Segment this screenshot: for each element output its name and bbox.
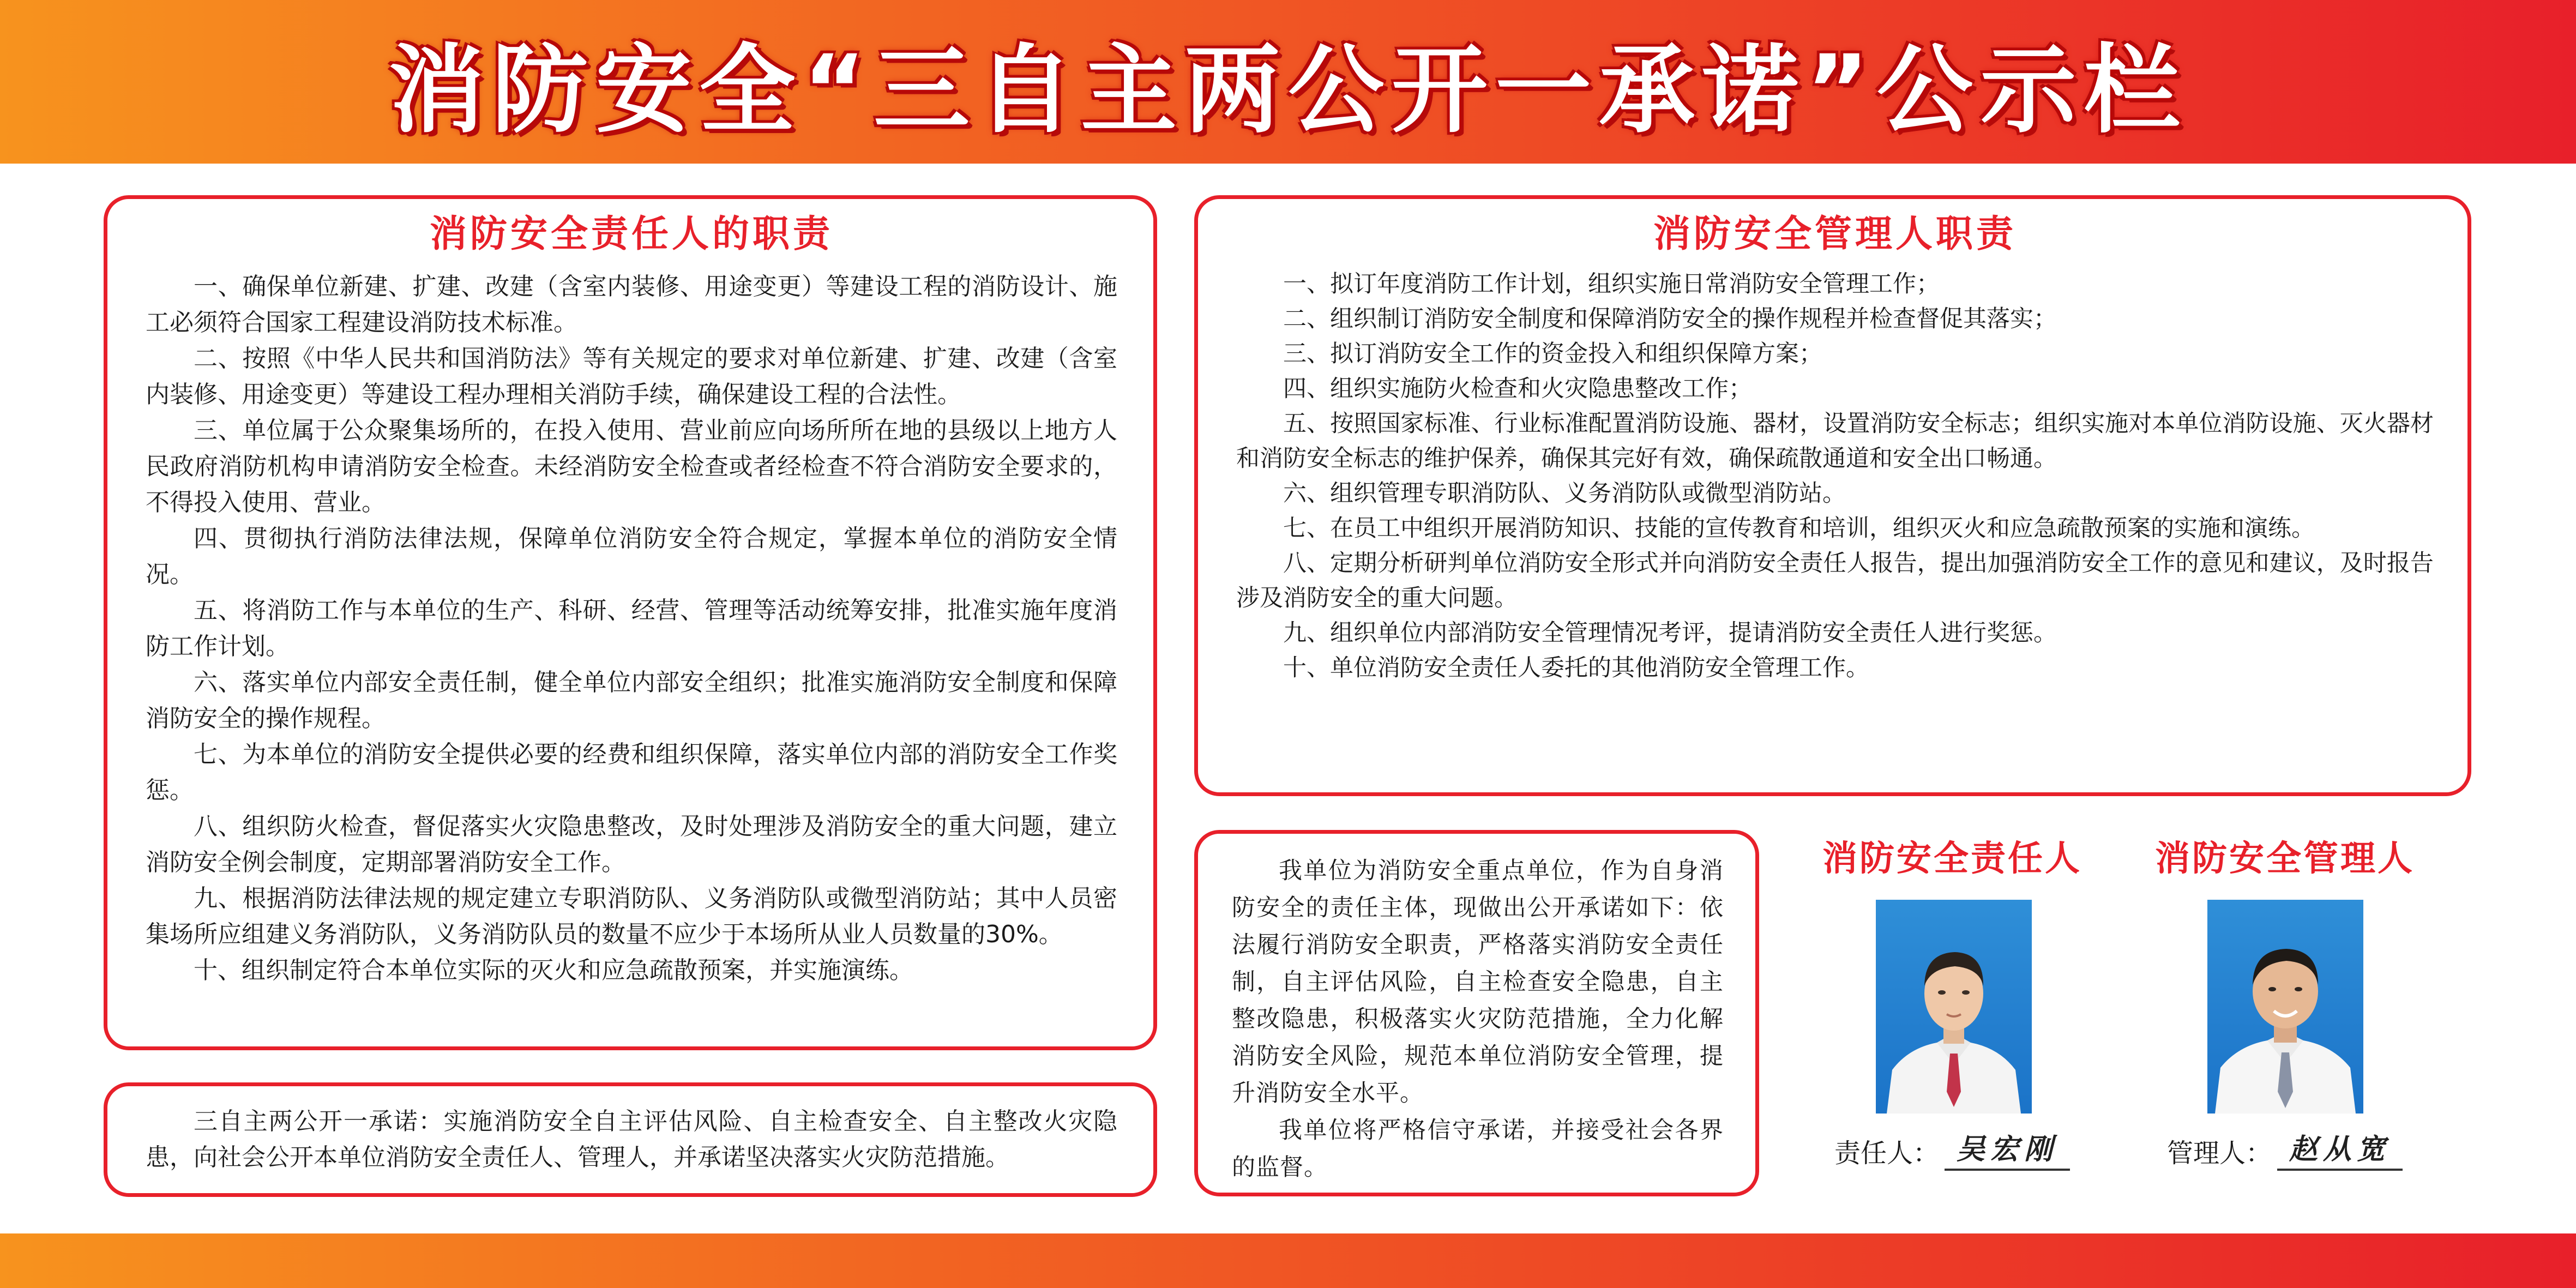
three-two-one-panel [104, 1082, 1157, 1197]
manager-duty-item: 五、按照国家标准、行业标准配置消防设施、器材，设置消防安全标志；组织实施对本单位消防设施、灭火器材和消防安全标志的维护保养，确保其完好有效，确保疏散通道和安全出口畅通。 [1236, 410, 2434, 472]
commitment-paragraph: 我单位为消防安全重点单位，作为自身消防安全的责任主体，现做出公开承诺如下：依法履行消防安全职责，严格落实消防安全责任制，自主评估风险，自主检查安全隐患，自主整改隐患，积极落实火灾防范措施，全力化解消防安全风险，规范本单位消防安全管理，提升消防安全水平。 [1232, 857, 1724, 1107]
responsible-signature-row [1783, 1129, 2121, 1172]
manager-duty-item: 七、在员工中组织开展消防知识、技能的宣传教育和培训，组织灭火和应急疏散预案的实施和演练。 [1283, 515, 2315, 542]
manager-person-card [2116, 834, 2454, 1169]
responsible-duty-item: 一、确保单位新建、扩建、改建（含室内装修、用途变更）等建设工程的消防设计、施工必须符合国家工程建设消防技术标准。 [146, 273, 1117, 336]
responsible-duties-title: 消防安全责任人的职责 [429, 213, 833, 256]
manager-signature: 赵从宽 [2277, 1130, 2403, 1171]
page-title: 消防安全“三自主两公开一承诺”公示栏 [388, 34, 2188, 146]
manager-duty-item: 九、组织单位内部消防安全管理情况考评，提请消防安全责任人进行奖惩。 [1283, 619, 2057, 647]
manager-duty-item: 六、组织管理专职消防队、义务消防队或微型消防站。 [1283, 480, 1846, 507]
commitment-panel [1194, 830, 1759, 1196]
manager-label: 管理人： [2166, 1137, 2272, 1169]
manager-duty-item: 一、拟订年度消防工作计划，组织实施日常消防安全管理工作； [1283, 270, 1940, 298]
responsible-duty-item: 十、组织制定符合本单位实际的灭火和应急疏散预案，并实施演练。 [194, 956, 913, 984]
responsible-duties-panel [104, 195, 1157, 1050]
manager-duty-item: 十、单位消防安全责任人委托的其他消防安全管理工作。 [1283, 654, 1869, 682]
three-two-one-text: 三自主两公开一承诺：实施消防安全自主评估风险、自主检查安全、自主整改火灾隐患，向社会公开本单位消防安全责任人、管理人，并承诺坚决落实火灾防范措施。 [146, 1108, 1117, 1171]
responsible-duty-item: 九、根据消防法律法规的规定建立专职消防队、义务消防队或微型消防站；其中人员密集场所应组建义务消防队，义务消防队员的数量不应少于本场所从业人员数量的30%。 [146, 884, 1117, 948]
responsible-duty-item: 七、为本单位的消防安全提供必要的经费和组织保障，落实单位内部的消防安全工作奖惩。 [146, 741, 1117, 804]
responsible-duty-item: 六、落实单位内部安全责任制，健全单位内部安全组织；批准实施消防安全制度和保障消防安全的操作规程。 [146, 669, 1117, 732]
responsible-duty-item: 五、将消防工作与本单位的生产、科研、经营、管理等活动统筹安排，批准实施年度消防工作计划。 [146, 597, 1117, 660]
responsible-person-photo [1876, 900, 2032, 1114]
manager-duties-title: 消防安全管理人职责 [1653, 213, 2017, 256]
manager-duty-item: 八、定期分析研判单位消防安全形式并向消防安全责任人报告，提出加强消防安全工作的意见和建议，及时报告涉及消防安全的重大问题。 [1236, 550, 2434, 612]
manager-signature-row [2116, 1129, 2454, 1172]
commitment-paragraph: 我单位将严格信守承诺，并接受社会各界的监督。 [1232, 1117, 1724, 1181]
manager-person-photo [2207, 900, 2363, 1114]
responsible-duty-item: 三、单位属于公众聚集场所的，在投入使用、营业前应向场所所在地的县级以上地方人民政府消防机构申请消防安全检查。未经消防安全检查或者经检查不符合消防安全要求的，不得投入使用、营业。 [146, 417, 1117, 516]
responsible-label: 责任人： [1834, 1137, 1939, 1169]
manager-duty-item: 三、拟订消防安全工作的资金投入和组织保障方案； [1283, 340, 1822, 368]
responsible-signature: 吴宏刚 [1945, 1130, 2070, 1171]
responsible-person-title: 消防安全责任人 [1822, 839, 2082, 879]
responsible-person-card [1783, 834, 2121, 1169]
responsible-duty-item: 二、按照《中华人民共和国消防法》等有关规定的要求对单位新建、扩建、改建（含室内装修、用途变更）等建设工程办理相关消防手续，确保建设工程的合法性。 [146, 345, 1117, 408]
responsible-duty-item: 四、贯彻执行消防法律法规，保障单位消防安全符合规定，掌握本单位的消防安全情况。 [146, 525, 1117, 588]
manager-duty-item: 四、组织实施防火检查和火灾隐患整改工作； [1283, 375, 1752, 402]
manager-duties-panel [1194, 195, 2471, 796]
manager-duty-item: 二、组织制订消防安全制度和保障消防安全的操作规程并检查督促其落实； [1283, 305, 2057, 333]
person-portrait-icon [2207, 900, 2363, 1114]
person-portrait-icon [1876, 900, 2032, 1114]
footer-banner [0, 1233, 2576, 1288]
responsible-duty-item: 八、组织防火检查，督促落实火灾隐患整改，及时处理涉及消防安全的重大问题，建立消防安全例会制度，定期部署消防安全工作。 [146, 812, 1117, 876]
manager-person-title: 消防安全管理人 [2155, 839, 2415, 879]
